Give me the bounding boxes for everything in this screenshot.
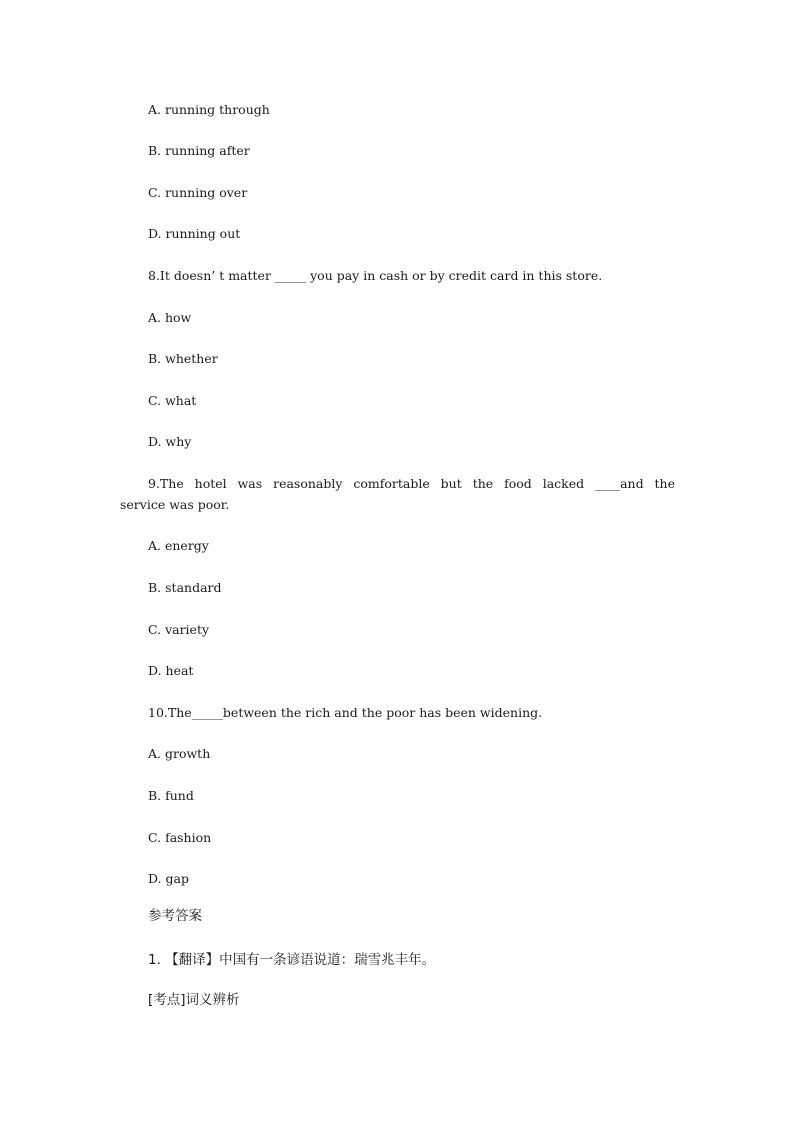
q9-option-a: A. energy bbox=[148, 538, 209, 553]
q9-option-c: C. variety bbox=[148, 622, 210, 637]
q10-option-b: B. fund bbox=[148, 788, 194, 803]
q8-option-b: B. whether bbox=[148, 351, 218, 366]
q8-option-d: D. why bbox=[148, 434, 192, 449]
q9-option-b: B. standard bbox=[148, 580, 222, 595]
q10-stem: 10.The_____between the rich and the poor has been widening. bbox=[148, 705, 543, 720]
q10-option-a: A. growth bbox=[148, 746, 211, 761]
kaodian-label: [考点]词义辨析 bbox=[148, 992, 240, 1008]
answers-heading: 参考答案 bbox=[148, 908, 202, 924]
q8-stem: 8.It doesn’ t matter _____ you pay in cash or by credit card in this store. bbox=[148, 268, 603, 283]
q7-option-c: C. running over bbox=[148, 185, 248, 200]
q7-option-d: D. running out bbox=[148, 226, 241, 241]
q10-option-d: D. gap bbox=[148, 871, 189, 886]
q7-option-a: A. running through bbox=[148, 102, 270, 117]
q9-option-d: D. heat bbox=[148, 663, 194, 678]
q9-stem-line2: service was poor. bbox=[120, 497, 230, 512]
answer-item-1: 1. 【翻译】中国有一条谚语说道：瑞雪兆丰年。 bbox=[148, 952, 436, 968]
q7-option-b: B. running after bbox=[148, 143, 250, 158]
q9-stem-line1: 9.The hotel was reasonably comfortable but the food lacked ____and the bbox=[148, 476, 675, 491]
q8-option-a: A. how bbox=[148, 310, 192, 325]
q8-option-c: C. what bbox=[148, 393, 197, 408]
q10-option-c: C. fashion bbox=[148, 830, 212, 845]
